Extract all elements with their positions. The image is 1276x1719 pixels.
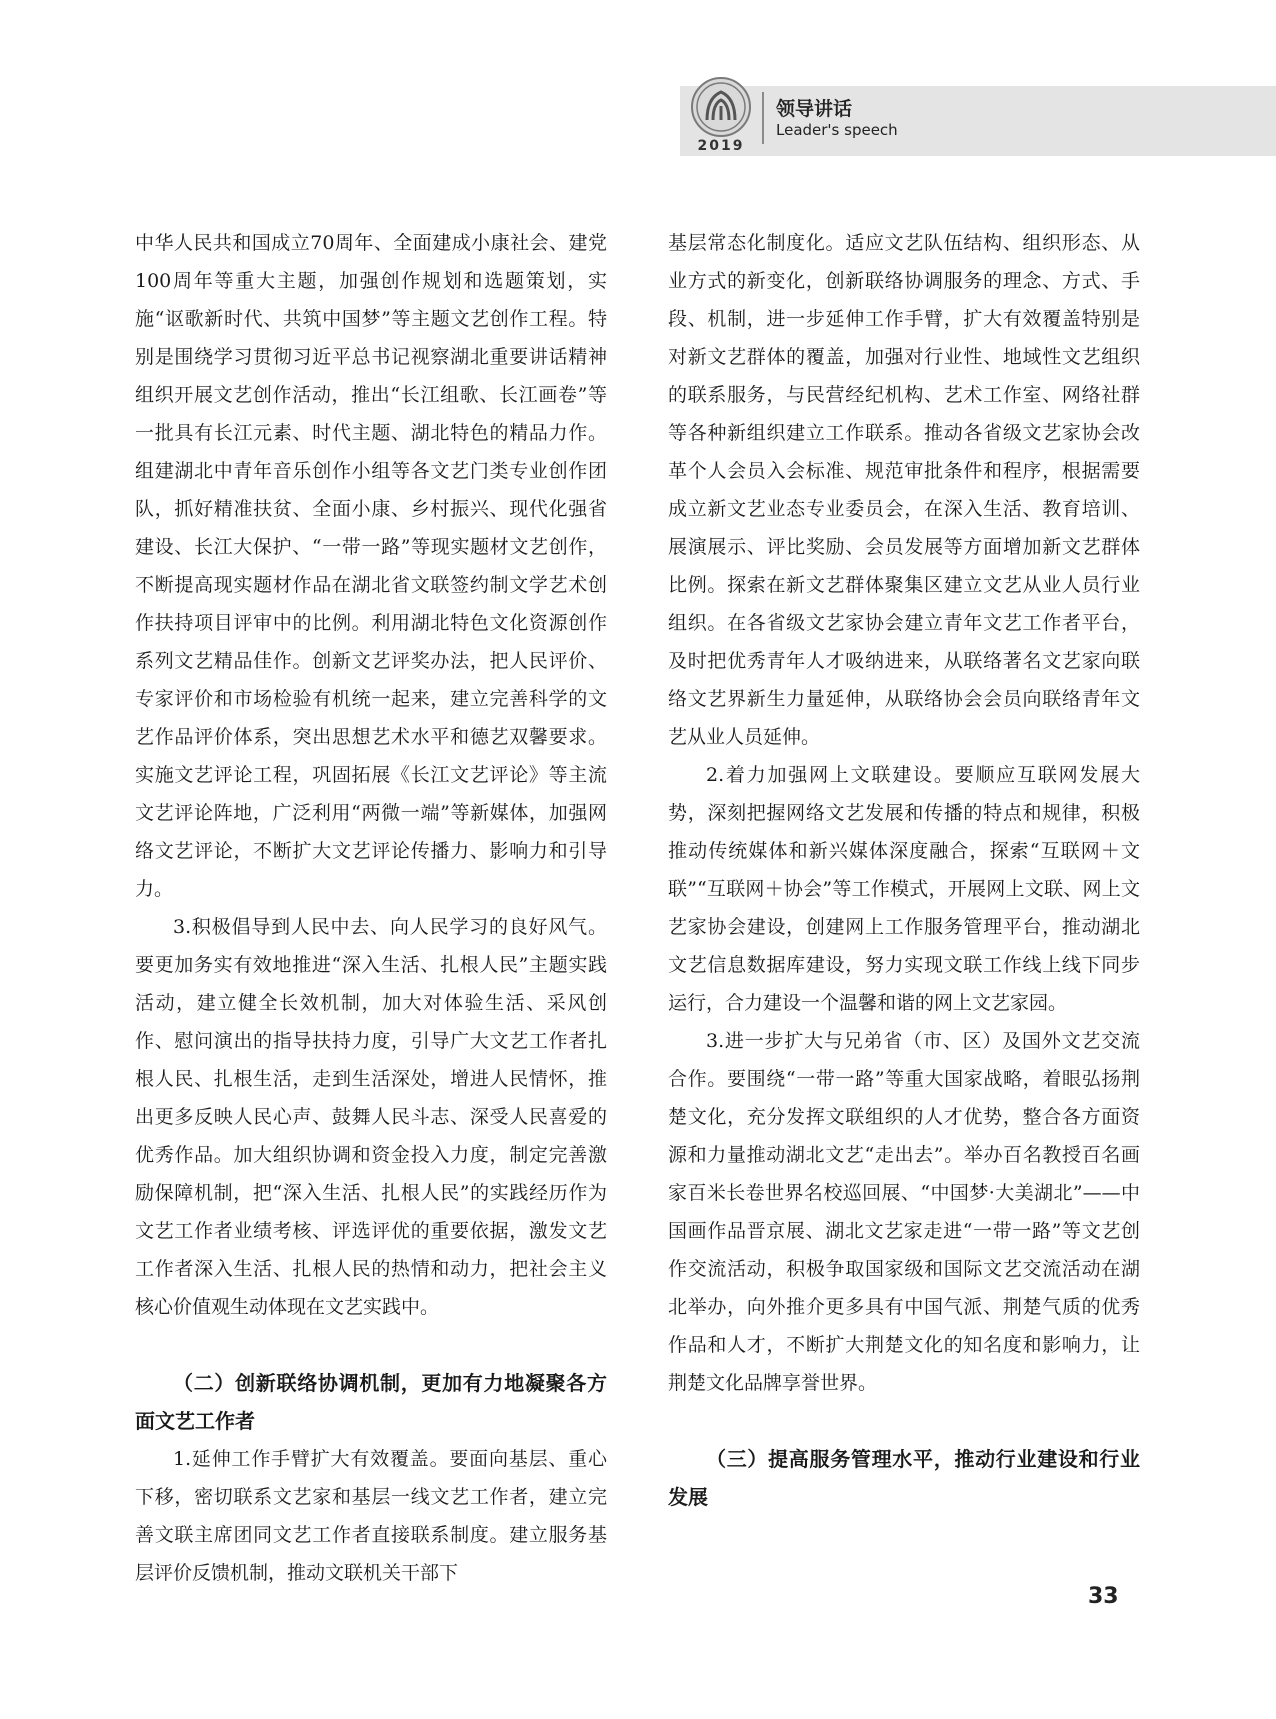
- logo-year: 2019: [697, 138, 745, 154]
- paragraph: 3.积极倡导到人民中去、向人民学习的良好风气。要更加务实有效地推进“深入生活、扎根人民”主题实践活动，建立健全长效机制，加大对体验生活、采风创作、慰问演出的指导扶持力度，引导广大文艺工作者扎根人民、扎根生活，走到生活深处，增进人民情怀，推出更多反映人民心声、鼓舞人民斗志、深受人民喜爱的优秀作品。加大组织协调和资金投入力度，制定完善激励保障机制，把“深入生活、扎根人民”的实践经历作为文艺工作者业绩考核、评选评优的重要依据，激发文艺工作者深入生活、扎根人民的热情和动力，把社会主义核心价值观生动体现在文艺实践中。: [135, 916, 607, 1318]
- section-title-en: Leader's speech: [776, 121, 898, 139]
- spacer: [668, 1402, 1140, 1440]
- paragraph: 中华人民共和国成立70周年、全面建成小康社会、建党100周年等重大主题，加强创作规划和选题策划，实施“讴歌新时代、共筑中国梦”等主题文艺创作工程。特别是围绕学习贯彻习近平总书记视察湖北重要讲话精神组织开展文艺创作活动，推出“长江组歌、长江画卷”等一批具有长江元素、时代主题、湖北特色的精品力作。组建湖北中青年音乐创作小组等各文艺门类专业创作团队，抓好精准扶贫、全面小康、乡村振兴、现代化强省建设、长江大保护、“一带一路”等现实题材文艺创作，不断提高现实题材作品在湖北省文联签约制文学艺术创作扶持项目评审中的比例。利用湖北特色文化资源创作系列文艺精品佳作。创新文艺评奖办法，把人民评价、专家评价和市场检验有机统一起来，建立完善科学的文艺作品评价体系，突出思想艺术水平和德艺双馨要求。实施文艺评论工程，巩固拓展《长江文艺评论》等主流文艺评论阵地，广泛利用“两微一端”等新媒体，加强网络文艺评论，不断扩大文艺评论传播力、影响力和引导力。: [135, 232, 607, 900]
- paragraph: 基层常态化制度化。适应文艺队伍结构、组织形态、从业方式的新变化，创新联络协调服务的理念、方式、手段、机制，进一步延伸工作手臂，扩大有效覆盖特别是对新文艺群体的覆盖，加强对行业性、地域性文艺组织的联系服务，与民营经纪机构、艺术工作室、网络社群等各种新组织建立工作联系。推动各省级文艺家协会改革个人会员入会标准、规范审批条件和程序，根据需要成立新文艺业态专业委员会，在深入生活、教育培训、展演展示、评比奖励、会员发展等方面增加新文艺群体比例。探索在新文艺群体聚集区建立文艺从业人员行业组织。在各省级文艺家协会建立青年文艺工作者平台，及时把优秀青年人才吸纳进来，从联络著名文艺家向联络文艺界新生力量延伸，从联络协会会员向联络青年文艺从业人员延伸。: [668, 232, 1140, 748]
- left-column: [135, 224, 607, 1592]
- spacer: [135, 1326, 607, 1364]
- emblem-logo-icon: [690, 76, 752, 138]
- paragraph: 3.进一步扩大与兄弟省（市、区）及国外文艺交流合作。要围绕“一带一路”等重大国家战略，着眼弘扬荆楚文化，充分发挥文联组织的人才优势，整合各方面资源和力量推动湖北文艺“走出去”。举办百名教授百名画家百米长卷世界名校巡回展、“中国梦·大美湖北”——中国画作品晋京展、湖北文艺家走进“一带一路”等文艺创作交流活动，积极争取国家级和国际文艺交流活动在湖北举办，向外推介更多具有中国气派、荆楚气质的优秀作品和人才，不断扩大荆楚文化的知名度和影响力，让荆楚文化品牌享誉世界。: [668, 1030, 1140, 1394]
- section-heading: （二）创新联络协调机制，更加有力地凝聚各方面文艺工作者: [135, 1371, 607, 1433]
- paragraph: 1.延伸工作手臂扩大有效覆盖。要面向基层、重心下移，密切联系文艺家和基层一线文艺工作者，建立完善文联主席团同文艺工作者直接联系制度。建立服务基层评价反馈机制，推动文联机关干部下: [135, 1448, 607, 1584]
- header-divider: [762, 92, 764, 144]
- right-column: [668, 224, 1140, 1516]
- section-title-cn: 领导讲话: [776, 98, 853, 120]
- header-band: [680, 86, 1276, 156]
- section-heading: （三）提高服务管理水平，推动行业建设和行业发展: [668, 1447, 1140, 1509]
- page-number: 33: [1088, 1584, 1119, 1609]
- paragraph: 2.着力加强网上文联建设。要顺应互联网发展大势，深刻把握网络文艺发展和传播的特点和规律，积极推动传统媒体和新兴媒体深度融合，探索“互联网＋文联”“互联网＋协会”等工作模式，开展网上文联、网上文艺家协会建设，创建网上工作服务管理平台，推动湖北文艺信息数据库建设，努力实现文联工作线上线下同步运行，合力建设一个温馨和谐的网上文艺家园。: [668, 764, 1140, 1014]
